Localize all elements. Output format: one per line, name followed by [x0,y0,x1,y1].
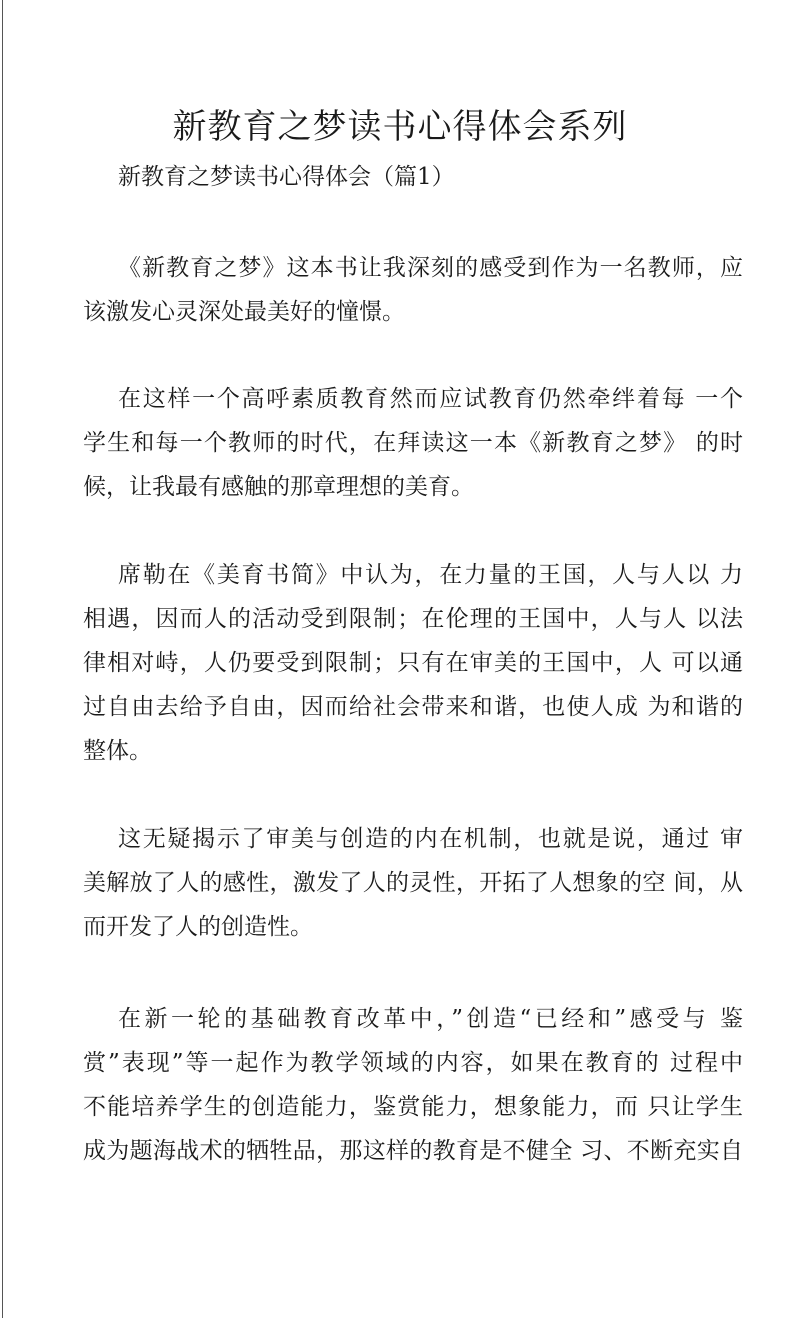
paragraph-line: 成为题海战术的牺牲品，那这样的教育是不健全 习、不断充实自 [83,1138,743,1164]
paragraph-line: 这无疑揭示了审美与创造的内在机制，也就是说，通过 审 [118,826,743,852]
paragraph-line: 该激发心灵深处最美好的憧憬。 [83,299,405,325]
paragraph-line: 律相对峙，人仍要受到限制；只有在审美的王国中，人 可以通 [83,650,743,676]
paragraph-line: 整体。 [83,738,152,764]
section-subtitle: 新教育之梦读书心得体会（篇1） [118,164,455,190]
paragraph-5 [83,997,743,1173]
paragraph-1 [83,246,743,334]
paragraph-line: 不能培养学生的创造能力，鉴赏能力，想象能力，而 只让学生 [83,1094,743,1120]
paragraph-2 [83,377,743,509]
paragraph-line: 赏”表现”等一起作为教学领域的内容，如果在教育的 过程中 [83,1050,743,1076]
paragraph-line: 学生和每一个教师的时代，在拜读这一本《新教育之梦》 的时 [83,430,743,456]
document-title: 新教育之梦读书心得体会系列 [172,107,628,147]
paragraph-4 [83,817,743,949]
paragraph-line: 相遇，因而人的活动受到限制；在伦理的王国中，人与人 以法 [83,606,743,632]
paragraph-line: 在这样一个高呼素质教育然而应试教育仍然牵绊着每 一个 [118,386,743,412]
paragraph-line: 在新一轮的基础教育改革中，”创造“已经和”感受与 鉴 [118,1006,743,1032]
paragraph-line: 《新教育之梦》这本书让我深刻的感受到作为一名教师，应 [118,255,743,281]
paragraph-3 [83,553,743,773]
paragraph-line: 候，让我最有感触的那章理想的美育。 [83,474,474,500]
paragraph-line: 而开发了人的创造性。 [83,914,313,940]
paragraph-line: 席勒在《美育书简》中认为，在力量的王国，人与人以 力 [118,562,743,588]
paragraph-line: 过自由去给予自由，因而给社会带来和谐，也使人成 为和谐的 [83,694,743,720]
paragraph-line: 美解放了人的感性，激发了人的灵性，开拓了人想象的空 间，从 [83,870,743,896]
page-edge-line [2,0,3,1318]
